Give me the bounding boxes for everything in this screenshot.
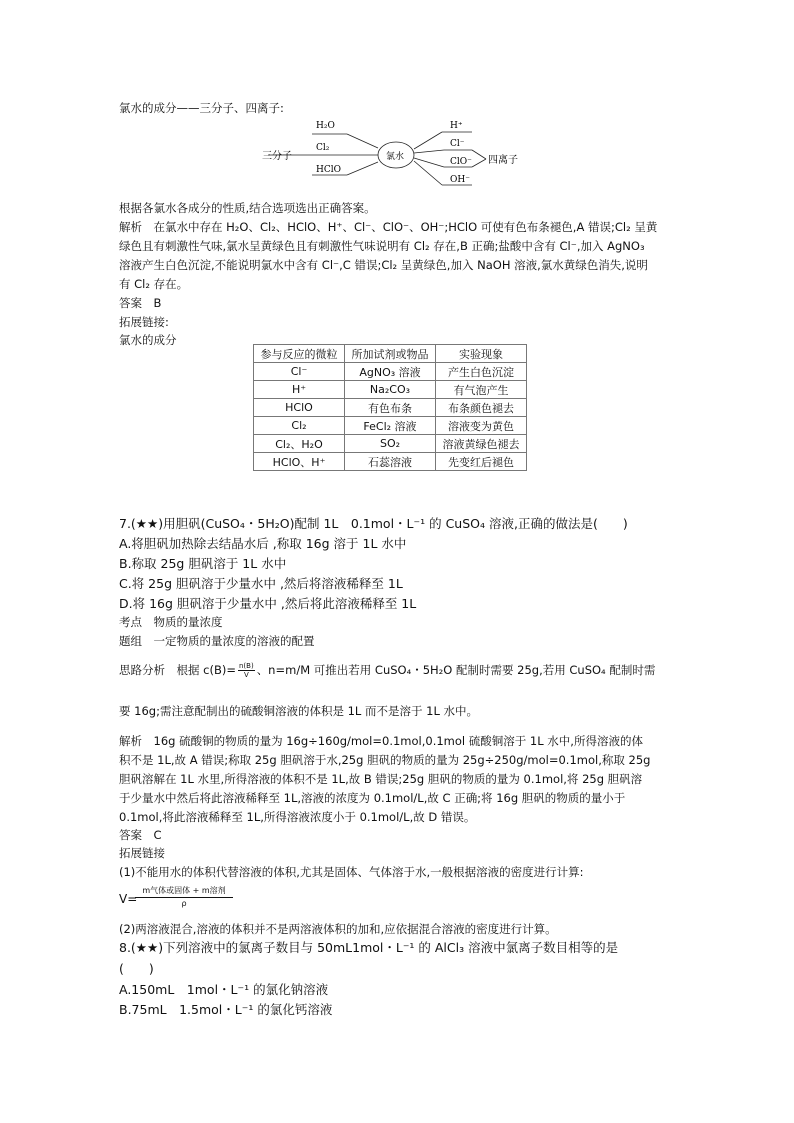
table-cell: 溶液黄绿色褪去 xyxy=(436,435,527,453)
table-cell: 产生白色沉淀 xyxy=(436,363,527,381)
table-row xyxy=(254,399,527,417)
q7-jiexi-1: 解析 16g 硫酸铜的物质的量为 16g÷160g/mol=0.1mol,0.1mol 硫酸铜溶于 1L 水中,所得溶液的体 xyxy=(119,734,643,748)
table-cell: FeCl₂ 溶液 xyxy=(345,417,436,435)
chlorine-water-diagram xyxy=(262,114,532,196)
table-cell: 溶液变为黄色 xyxy=(436,417,527,435)
q7-jiexi-3: 胆矾溶解在 1L 水里,所得溶液的体积不是 1L,故 B 错误;25g 胆矾的物质的量为 0.1mol,将 25g 胆矾溶 xyxy=(119,772,643,786)
table-row xyxy=(254,363,527,381)
diagram-molecule-2: Cl₂ xyxy=(316,143,330,153)
table-cell: HClO xyxy=(254,399,345,417)
table-row xyxy=(254,435,527,453)
q7-option-c: C.将 25g 胆矾溶于少量水中 ,然后将溶液稀释至 1L xyxy=(119,576,403,591)
table-cell: Cl⁻ xyxy=(254,363,345,381)
q7-frac-den: V xyxy=(243,671,249,679)
q7-answer: 答案 C xyxy=(119,828,162,842)
diagram-ion-3: ClO⁻ xyxy=(450,157,472,167)
q7-jiexi-2: 积不是 1L,故 A 错误;称取 25g 胆矾溶于水,25g 胆矾的物质的量为 25g÷250g/mol=0.1mol,称取 25g xyxy=(119,753,651,767)
q7-option-a: A.将胆矾加热除去结晶水后 ,称取 16g 溶于 1L 水中 xyxy=(119,536,407,551)
table-cell: 有色布条 xyxy=(345,399,436,417)
q7-silu-start: 思路分析 根据 c(B)= xyxy=(119,663,236,677)
table-cell: Cl₂、H₂O xyxy=(254,435,345,453)
formula-numerator: m气体或固体 + m溶剂 xyxy=(135,885,233,898)
table-cell: AgNO₃ 溶液 xyxy=(345,363,436,381)
table-cell: 先变红后褪色 xyxy=(436,453,527,471)
q8-option-a: A.150mL 1mol・L⁻¹ 的氯化钠溶液 xyxy=(119,982,329,997)
q7-silu-line2: 要 16g;需注意配制出的硫酸铜溶液的体积是 1L 而不是溶于 1L 水中。 xyxy=(119,704,479,718)
answer-line: 答案 B xyxy=(119,296,162,310)
analysis-line-3: 溶液产生白色沉淀,不能说明氯水中含有 Cl⁻,C 错误;Cl₂ 呈黄绿色,加入 NaOH 溶液,氯水黄绿色消失,说明 xyxy=(119,258,648,272)
q7-jiexi-5: 0.1mol,将此溶液稀释至 1L,所得溶液浓度小于 0.1mol/L,故 D 错误。 xyxy=(119,810,476,824)
table-cell: H⁺ xyxy=(254,381,345,399)
table-cell: 有气泡产生 xyxy=(436,381,527,399)
table-header-cell: 实验现象 xyxy=(436,345,527,363)
formula-v: V= xyxy=(119,892,138,906)
q8-option-b: B.75mL 1.5mol・L⁻¹ 的氯化钙溶液 xyxy=(119,1002,333,1017)
q7-option-d: D.将 16g 胆矾溶于少量水中 ,然后将此溶液稀释至 1L xyxy=(119,596,417,611)
q8-paren: ( ) xyxy=(119,961,154,976)
q7-stem: 7.(★★)用胆矾(CuSO₄・5H₂O)配制 1L 0.1mol・L⁻¹ 的 CuSO₄ 溶液,正确的做法是( ) xyxy=(119,516,628,531)
q7-extension-1: (1)不能用水的体积代替溶液的体积,尤其是固体、气体溶于水,一般根据溶液的密度进行计算: xyxy=(119,865,584,879)
diagram-ion-4: OH⁻ xyxy=(450,175,470,185)
table-cell: 石蕊溶液 xyxy=(345,453,436,471)
diagram-ion-1: H⁺ xyxy=(450,121,463,131)
volume-formula xyxy=(119,885,239,915)
q7-fraction xyxy=(238,662,255,679)
diagram-center-label: 氯水 xyxy=(386,152,405,162)
diagram-ion-2: Cl⁻ xyxy=(450,139,465,149)
diagram-left-label: 三分子 xyxy=(262,151,292,162)
q7-extension-title: 拓展链接 xyxy=(119,846,165,860)
q7-kaodian: 考点 物质的量浓度 xyxy=(119,615,223,629)
chlorine-water-table xyxy=(253,344,527,471)
diagram-molecule-1: H₂O xyxy=(316,121,335,131)
analysis-line-4: 有 Cl₂ 存在。 xyxy=(119,277,189,291)
table-caption: 氯水的成分 xyxy=(119,333,177,347)
table-header-row xyxy=(254,345,527,363)
extension-title: 拓展链接: xyxy=(119,315,169,329)
table-cell: HClO、H⁺ xyxy=(254,453,345,471)
table-cell: Cl₂ xyxy=(254,417,345,435)
table-cell: 布条颜色褪去 xyxy=(436,399,527,417)
hint-line: 根据各氯水各成分的性质,结合选项选出正确答案。 xyxy=(119,201,376,215)
diagram-molecule-3: HClO xyxy=(316,165,341,175)
table-cell: Na₂CO₃ xyxy=(345,381,436,399)
q7-silu xyxy=(119,662,655,679)
q7-jiexi-4: 于少量水中然后将此溶液稀释至 1L,溶液的浓度为 0.1mol/L,故 C 正确;将 16g 胆矾的物质的量小于 xyxy=(119,791,626,805)
q7-extension-2: (2)两溶液混合,溶液的体积并不是两溶液体积的加和,应依据混合溶液的密度进行计算。 xyxy=(119,922,557,936)
q8-stem: 8.(★★)下列溶液中的氯离子数目与 50mL1mol・L⁻¹ 的 AlCl₃ 溶液中氯离子数目相等的是 xyxy=(119,940,619,955)
diagram-right-label: 四离子 xyxy=(488,155,518,166)
table-row xyxy=(254,381,527,399)
table-row xyxy=(254,417,527,435)
table-row xyxy=(254,453,527,471)
analysis-line-1: 解析 在氯水中存在 H₂O、Cl₂、HClO、H⁺、Cl⁻、ClO⁻、OH⁻;HClO 可使有色布条褪色,A 错误;Cl₂ 呈黄 xyxy=(119,220,658,234)
table-header-cell: 所加试剂或物品 xyxy=(345,345,436,363)
q7-frac-num: n(B) xyxy=(238,662,254,670)
formula-denominator: ρ xyxy=(181,899,187,908)
q7-tizu: 题组 一定物质的量浓度的溶液的配置 xyxy=(119,634,315,648)
table-header-cell: 参与反应的微粒 xyxy=(254,345,345,363)
intro-line: 氯水的成分——三分子、四离子: xyxy=(119,101,284,115)
q7-silu-rest: 、n=m/M 可推出若用 CuSO₄・5H₂O 配制时需要 25g,若用 CuSO₄ 配制时需 xyxy=(256,663,656,677)
analysis-line-2: 绿色且有刺激性气味,氯水呈黄绿色且有刺激性气味说明有 Cl₂ 存在,B 正确;盐酸中含有 Cl⁻,加入 AgNO₃ xyxy=(119,239,645,253)
table-cell: SO₂ xyxy=(345,435,436,453)
q7-option-b: B.称取 25g 胆矾溶于 1L 水中 xyxy=(119,556,287,571)
